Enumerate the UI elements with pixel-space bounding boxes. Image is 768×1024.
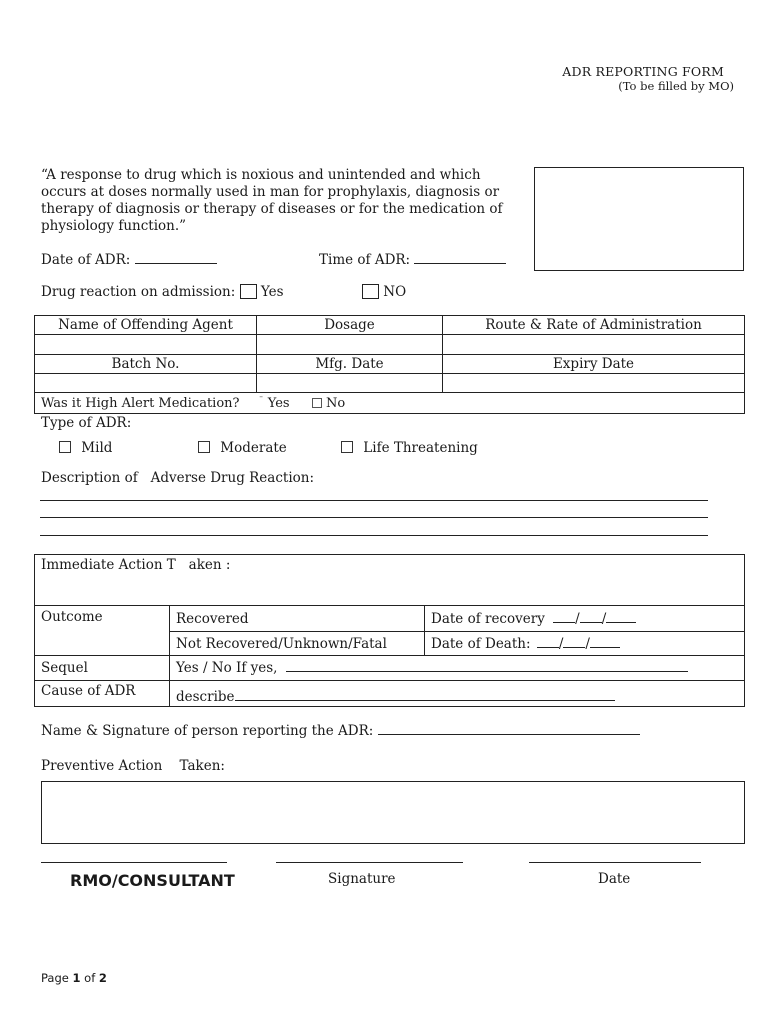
col-expiry-date: Expiry Date: [443, 355, 745, 374]
col-offending-agent: Name of Offending Agent: [35, 316, 257, 335]
cause-row: [35, 681, 745, 707]
sequel-row: [35, 656, 745, 681]
outcome-row-1: [35, 606, 745, 632]
immediate-action-label: Immediate Action T aken :: [41, 557, 231, 573]
time-of-adr-label: Time of ADR:: [319, 252, 411, 268]
high-alert-yes-label: Yes: [267, 395, 290, 411]
sequel-cell: [170, 656, 745, 681]
moderate-label: Moderate: [220, 440, 287, 456]
col-batch: Batch No.: [35, 355, 257, 374]
col-mfg-date: Mfg. Date: [257, 355, 443, 374]
mfg-date-cell[interactable]: [257, 374, 443, 393]
col-dosage: Dosage: [257, 316, 443, 335]
death-yy-field[interactable]: [590, 647, 620, 648]
page-of: of: [80, 971, 99, 985]
date-of-death-label: Date of Death:: [431, 635, 531, 652]
type-life-threatening-option: [341, 440, 478, 456]
cause-label: Cause of ADR: [35, 681, 170, 707]
recovery-dd-field[interactable]: [553, 622, 575, 623]
not-recovered-option[interactable]: Not Recovered/Unknown/Fatal: [170, 632, 425, 656]
dosage-cell[interactable]: [257, 335, 443, 355]
date-of-recovery-label: Date of recovery: [431, 610, 545, 627]
mild-checkbox[interactable]: [59, 441, 71, 453]
death-mm-field[interactable]: [563, 647, 585, 648]
page-indicator: [41, 971, 107, 985]
batch-entry-row: [35, 374, 745, 393]
agent-entry-row: [35, 335, 745, 355]
high-alert-label: Was it High Alert Medication?: [41, 395, 240, 411]
high-alert-yes-checkbox[interactable]: ¯: [258, 395, 264, 407]
outcome-label: Outcome: [35, 606, 170, 656]
high-alert-row: [35, 393, 745, 414]
page-total: 2: [98, 971, 107, 985]
mild-label: Mild: [81, 440, 113, 456]
batch-header-row: [35, 355, 745, 374]
col-route: Route & Rate of Administration: [443, 316, 745, 335]
date-of-adr-field[interactable]: [135, 263, 217, 264]
life-threatening-label: Life Threatening: [363, 440, 478, 456]
description-label: Description of Adverse Drug Reaction:: [41, 470, 315, 486]
action-outcome-table: [34, 554, 745, 707]
description-line-2[interactable]: [40, 517, 708, 518]
photo-box: [534, 167, 744, 271]
signature-label: Signature: [328, 871, 396, 887]
form-title: ADR REPORTING FORM: [562, 64, 724, 79]
date-of-recovery-cell: Date of recovery / /: [425, 606, 745, 632]
description-line-1[interactable]: [40, 500, 708, 501]
date-of-death-cell: Date of Death: / /: [425, 632, 745, 656]
type-moderate-option: [198, 440, 287, 456]
immediate-action-row: [35, 555, 745, 606]
reporter-label: Name & Signature of person reporting the ADR:: [41, 723, 374, 739]
reporter-row: [41, 723, 640, 739]
signature-line[interactable]: [276, 862, 463, 863]
recovery-mm-field[interactable]: [580, 622, 602, 623]
admission-no-option: [362, 284, 406, 300]
offending-agent-table: [34, 315, 745, 414]
admission-yes-label: Yes: [260, 284, 284, 300]
death-dd-field[interactable]: [537, 647, 559, 648]
preventive-label: Preventive Action Taken:: [41, 758, 225, 774]
life-threatening-checkbox[interactable]: [341, 441, 353, 453]
agent-header-row: [35, 316, 745, 335]
admission-row: [41, 284, 284, 300]
date-line[interactable]: [529, 862, 701, 863]
preventive-action-box[interactable]: [41, 781, 745, 844]
page-prefix: Page: [41, 971, 73, 985]
form-subtitle: (To be filled by MO): [618, 79, 734, 93]
high-alert-cell: [35, 393, 745, 414]
recovery-yy-field[interactable]: [606, 622, 636, 623]
offending-agent-cell[interactable]: [35, 335, 257, 355]
cause-cell: [170, 681, 745, 707]
sequel-value: Yes / No If yes,: [176, 660, 278, 676]
high-alert-no-checkbox[interactable]: [312, 398, 322, 408]
immediate-action-cell[interactable]: [35, 555, 745, 606]
cause-field[interactable]: [235, 700, 615, 701]
type-of-adr-label: Type of ADR:: [41, 415, 132, 431]
sequel-label: Sequel: [35, 656, 170, 681]
admission-no-label: NO: [383, 284, 407, 300]
rmo-consultant-label: RMO/CONSULTANT: [70, 871, 235, 890]
reporter-field[interactable]: [378, 734, 640, 735]
admission-label: Drug reaction on admission:: [41, 284, 236, 300]
type-mild-option: [59, 440, 112, 456]
admission-no-checkbox[interactable]: [362, 284, 379, 299]
sequel-field[interactable]: [286, 671, 688, 672]
batch-cell[interactable]: [35, 374, 257, 393]
time-of-adr-field[interactable]: [414, 263, 506, 264]
rmo-signature-line[interactable]: [41, 862, 227, 863]
date-of-adr-row: [41, 252, 217, 268]
page-number: 1: [72, 971, 81, 985]
recovered-option[interactable]: Recovered: [170, 606, 425, 632]
expiry-date-cell[interactable]: [443, 374, 745, 393]
cause-describe-label: describe: [176, 689, 235, 705]
moderate-checkbox[interactable]: [198, 441, 210, 453]
high-alert-no-label: No: [326, 395, 346, 411]
route-cell[interactable]: [443, 335, 745, 355]
description-line-3[interactable]: [40, 535, 708, 536]
date-label: Date: [598, 871, 631, 887]
admission-yes-checkbox[interactable]: [240, 284, 257, 299]
time-of-adr-row: [319, 252, 506, 268]
adr-definition: “A response to drug which is noxious and unintended and which occurs at doses normally used in man for prophylaxis, diagnosis or therapy of diagnosis or therapy of diseases or for the medication of physiology function.”: [41, 167, 503, 234]
date-of-adr-label: Date of ADR:: [41, 252, 131, 268]
